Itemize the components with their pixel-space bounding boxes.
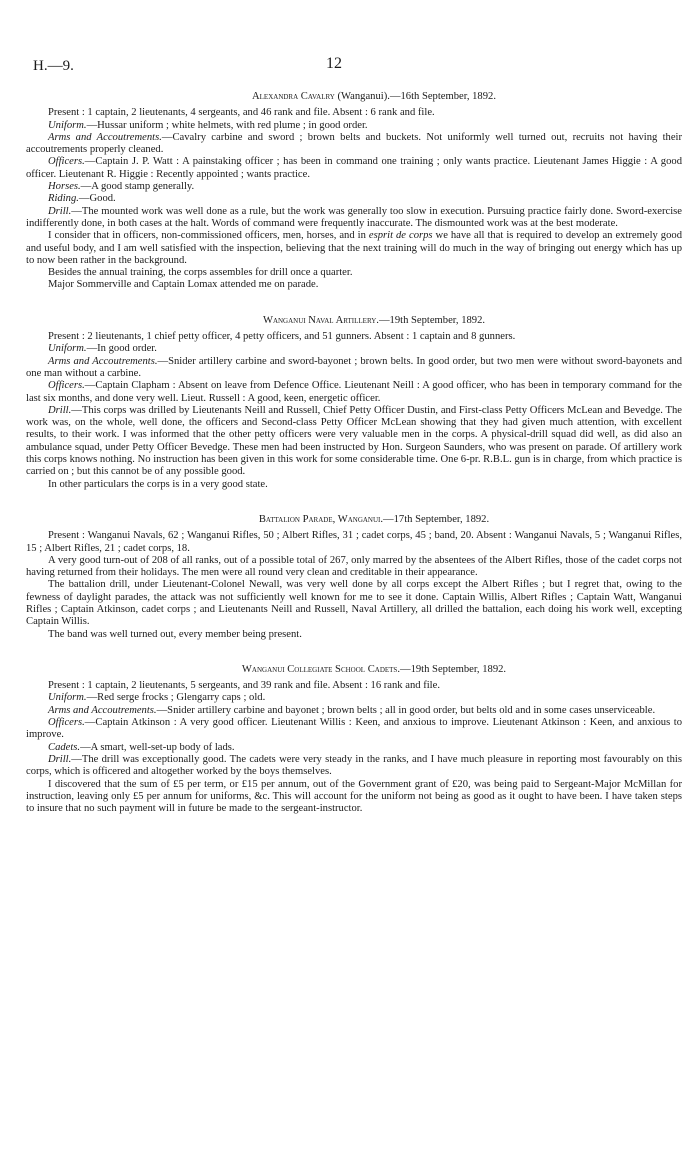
title-date: .—17th September, 1892.	[380, 513, 490, 525]
uniform-label: Uniform.	[48, 692, 87, 704]
arms-paragraph	[26, 356, 682, 381]
uniform-paragraph	[26, 692, 682, 704]
title-unit: Wanganui Naval Artillery	[262, 314, 377, 326]
title-date: .—19th September, 1892.	[376, 314, 486, 326]
drill-text: —The drill was exceptionally good. The cadets were very steady in the ranks, and I have much pleasure in reporting most favourably on this corps, which is officered and altogether worked by the boys themselves.	[26, 753, 682, 778]
band-paragraph: The band was well turned out, every member being present.	[48, 628, 302, 640]
battalion-drill-paragraph: The battalion drill, under Lieutenant-Colonel Newall, was very well done by all corps except the Albert Rifles ; but I regret that, owing to the fewness of daylight parades, the attack was not sufficiently well known for me to see it done. Captain Willis, Albert Rifles ; Captain Watt, Wanganui Rifles ; Captain Atkinson, cadet corps ; and Lieutenants Neill and Russell, Naval Artillery, all drilled the battalion, each doing his work well, excepting Captain Willis.	[26, 579, 682, 628]
riding-text: —Good.	[78, 193, 116, 205]
officers-label: Officers.	[48, 717, 85, 729]
officers-paragraph	[26, 380, 682, 405]
assessment-paragraph	[26, 230, 682, 267]
title-place: (Wanganui)	[334, 91, 388, 102]
drill-paragraph	[26, 754, 682, 779]
uniform-label: Uniform.	[48, 343, 87, 355]
arms-paragraph	[26, 705, 682, 717]
assessment-text-start: I consider that in officers, non-commissioned officers, men, horses, and in	[48, 230, 369, 242]
section-title	[26, 315, 682, 327]
officers-label: Officers.	[48, 380, 85, 392]
officers-paragraph	[26, 717, 682, 742]
arms-text: —Snider artillery carbine and bayonet ; brown belts ; all in good order, but belts old and in some cases unserviceable.	[156, 704, 656, 716]
arms-label: Arms and Accoutrements.	[48, 355, 158, 367]
title-place: , Wanganui	[332, 513, 381, 525]
cadets-paragraph	[26, 742, 682, 754]
officers-paragraph	[26, 156, 682, 181]
uniform-text: —Hussar uniform ; white helmets, with red plume ; in good order.	[86, 119, 368, 131]
horses-text: —A good stamp generally.	[80, 181, 195, 193]
drill-text: —This corps was drilled by Lieutenants Neill and Russell, Chief Petty Officer Dustin, and First-class Petty Officers McLean and Bevedge. The work was, on the whole, well done, the officers and Second-class Petty Officer McLean showing that they had given much attention, with excellent results, to their work. I was informed that the other petty officers were very valuable men in the corps. A physical-drill squad did well, as did also an ambulance squad, under Petty Officer Bevedge. These men had been instructed by Hon. Surgeon Saunders, who was present on parade. Of artillery work this corps knows nothing. No instruction has been given in this work for some considerable time. One 6-pr. R.B.L. gun is in charge, from which practice is carried on ; but this cannot be of any possible good.	[26, 404, 682, 478]
state-paragraph: In other particulars the corps is in a very good state.	[48, 478, 268, 490]
section-title	[26, 514, 682, 526]
present-paragraph: Present : 1 captain, 2 lieutenants, 5 sergeants, and 39 rank and file. Absent : 16 rank and file.	[48, 680, 440, 692]
arms-paragraph	[26, 132, 682, 157]
arms-text: —Snider artillery carbine and sword-bayonet ; brown belts. In good order, but two men were without sword-bayonets and one man without a carbine.	[26, 355, 682, 379]
section-title	[26, 664, 682, 676]
title-unit: Wanganui Collegiate School Cadets	[241, 663, 398, 675]
drill-text: —The mounted work was well done as a rule, but the work was generally too slow in execution. Pursuing practice fairly done. Sword-exercise indifferently done, in both cases at the halt. Words of command were frequently inaccurate. The dismounted work was at the best moderate.	[26, 205, 682, 229]
uniform-paragraph	[26, 343, 682, 355]
officers-text: —Captain Atkinson : A very good officer. Lieutenant Willis : Keen, and anxious to improve. Lieutenant Atkinson : Keen, and anxious to improve.	[26, 717, 682, 741]
section-collegiate-school-cadets	[26, 664, 682, 816]
report-body	[26, 91, 682, 815]
uniform-text: —Red serge frocks ; Glengarry caps ; old.	[86, 692, 266, 704]
document-reference: H.—9.	[33, 58, 74, 74]
arms-label: Arms and Accoutrements.	[48, 704, 157, 716]
attendance-paragraph: Major Sommerville and Captain Lomax attended me on parade.	[48, 279, 319, 291]
cadets-text: —A smart, well-set-up body of lads.	[80, 741, 235, 753]
cadets-label: Cadets.	[48, 741, 81, 753]
section-alexandra-cavalry	[26, 91, 682, 292]
uniform-paragraph	[26, 120, 682, 132]
present-paragraph: Present : Wanganui Navals, 62 ; Wanganui Rifles, 50 ; Albert Rifles, 31 ; cadet corps, 45 ; band, 20. Absent : Wanganui Navals, 5 ; Wanganui Rifles, 15 ; Albert Rifles, 21 ; cadet corps, 18.	[26, 530, 682, 554]
title-unit: Alexandra Cavalry	[252, 91, 335, 102]
drill-paragraph	[26, 206, 682, 231]
assessment-italic-phrase: esprit de corps	[368, 230, 433, 242]
turnout-paragraph: A very good turn-out of 208 of all ranks, out of a possible total of 267, only marred by the absentees of the Albert Rifles, those of the cadet corps not having returned from their holidays. The men were all round very clean and creditable in their appearance.	[26, 554, 682, 579]
drill-paragraph	[26, 405, 682, 479]
horses-label: Horses.	[48, 181, 81, 193]
drill-label: Drill.	[48, 753, 72, 765]
officers-text: —Captain J. P. Watt : A painstaking officer ; has been in command one training ; only wants practice. Lieutenant James Higgie : A good officer. Lieutenant R. Higgie : Recently appointed ; wants practice.	[26, 156, 682, 180]
riding-label: Riding.	[48, 193, 79, 205]
title-unit: Battalion Parade	[258, 513, 333, 525]
title-date: .—16th September, 1892.	[387, 91, 496, 102]
arms-text: —Cavalry carbine and sword ; brown belts and buckets. Not uniformly well turned out, recruits not having their accoutrements properly cleaned.	[26, 131, 682, 156]
officers-label: Officers.	[48, 156, 85, 168]
officers-text: —Captain Clapham : Absent on leave from Defence Office. Lieutenant Neill : A good officer, who has been in temporary command for the last six months, and done very well. Lieut. Russell : A good, keen, energetic officer.	[26, 380, 682, 404]
riding-paragraph	[26, 193, 682, 205]
drill-label: Drill.	[48, 205, 72, 217]
assembly-paragraph: Besides the annual training, the corps assembles for drill once a quarter.	[48, 267, 353, 279]
present-paragraph: Present : 1 captain, 2 lieutenants, 4 sergeants, and 46 rank and file. Absent : 6 rank and file.	[48, 107, 435, 119]
section-battalion-parade	[26, 514, 682, 641]
section-title	[26, 91, 682, 103]
uniform-label: Uniform.	[48, 119, 87, 131]
title-date: .—19th September, 1892.	[397, 663, 507, 675]
drill-label: Drill.	[48, 404, 72, 416]
present-paragraph: Present : 2 lieutenants, 1 chief petty officer, 4 petty officers, and 51 gunners. Absent : 1 captain and 8 gunners.	[48, 331, 516, 343]
grant-paragraph: I discovered that the sum of £5 per term, or £15 per annum, out of the Government grant of £20, was being paid to Sergeant-Major McMillan for instruction, leaving only £5 per annum for uniforms, &c. This will account for the uniform not being as good as it ought to have been. I have taken steps to insure that no such payment will in future be made to the sergeant-instructor.	[26, 778, 682, 815]
page-number: 12	[326, 55, 342, 72]
horses-paragraph	[26, 181, 682, 193]
arms-label: Arms and Accoutrements.	[48, 131, 162, 143]
uniform-text: —In good order.	[86, 343, 157, 355]
section-wanganui-naval-artillery	[26, 315, 682, 491]
assessment-text-end: we have all that is required to develop an extremely good and useful body, and I am well satisfied with the inspection, believing that the next training will do much in the way of bringing out energy which has up to now been rather in the background.	[26, 230, 682, 266]
